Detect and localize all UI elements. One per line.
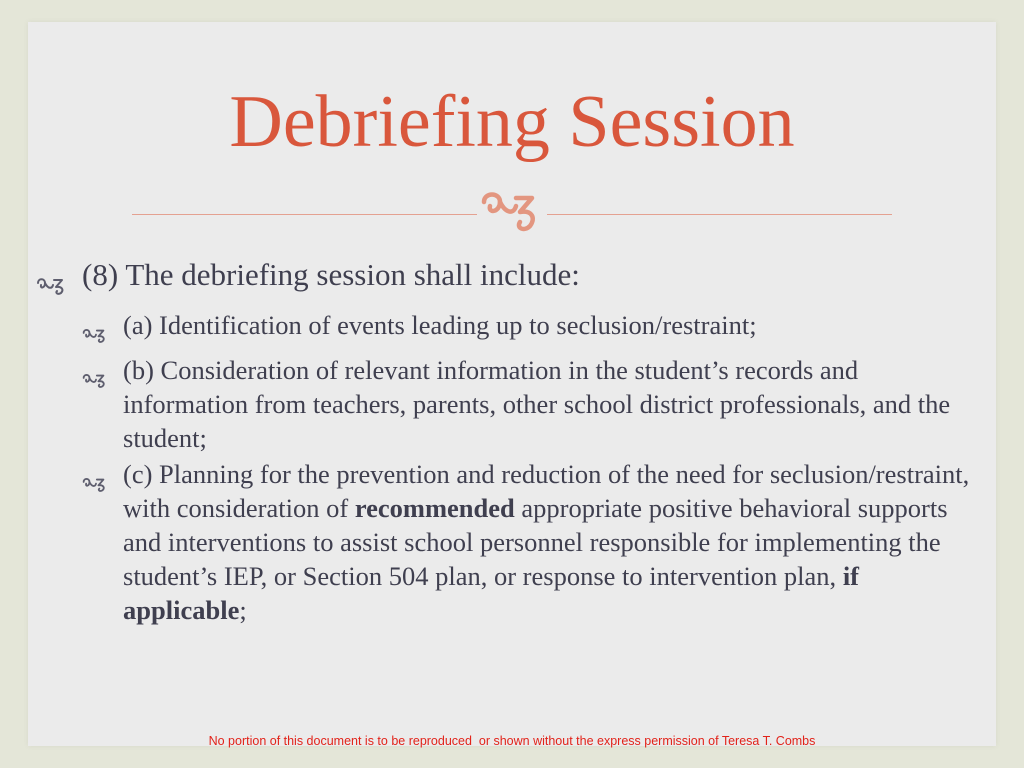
title-divider — [132, 200, 892, 230]
flourish-bullet-icon — [82, 457, 123, 500]
divider-line-right — [547, 214, 892, 215]
flourish-bullet-icon — [82, 353, 123, 396]
sub-bullet-b — [82, 353, 986, 455]
flourish-bullet-icon — [82, 308, 123, 351]
flourish-bullet-icon — [36, 256, 82, 304]
sub-bullet-a-text: (a) Identification of events leading up to seclusion/restraint; — [123, 310, 757, 340]
sub-bullet-list — [82, 308, 986, 627]
main-bullet — [36, 256, 986, 304]
sub-bullet-c-text — [123, 457, 986, 627]
divider-line-left — [132, 214, 477, 215]
copyright-footer: No portion of this document is to be reproduced or shown without the express permission of Teresa T. Combs — [208, 734, 816, 748]
sub-bullet-c-part-3: ; — [239, 595, 247, 625]
slide-title: Debriefing Session — [229, 81, 795, 163]
sub-bullet-c-bold-recommended: recommended — [354, 493, 515, 523]
slide-content — [36, 256, 986, 627]
sub-bullet-b-text: (b) Consideration of relevant information in the student’s records and information from teachers, parents, other school district professionals, and the student; — [123, 355, 951, 453]
sub-bullet-c-part-1: (c) Planning for the prevention and reduction of the need for seclusion/restraint, with consideration of — [123, 459, 970, 523]
main-bullet-text: (8) The debriefing session shall include: — [82, 257, 580, 292]
sub-bullet-c-bold-if-applicable: if applicable — [123, 561, 859, 625]
sub-bullet-c — [82, 457, 986, 627]
sub-bullet-c-part-2: appropriate positive behavioral supports and interventions to assist school personnel responsible for implementing the student’s IEP, or Section 504 plan, or response to intervention plan, — [123, 493, 948, 591]
sub-bullet-a — [82, 308, 986, 351]
flourish-icon — [476, 188, 548, 237]
